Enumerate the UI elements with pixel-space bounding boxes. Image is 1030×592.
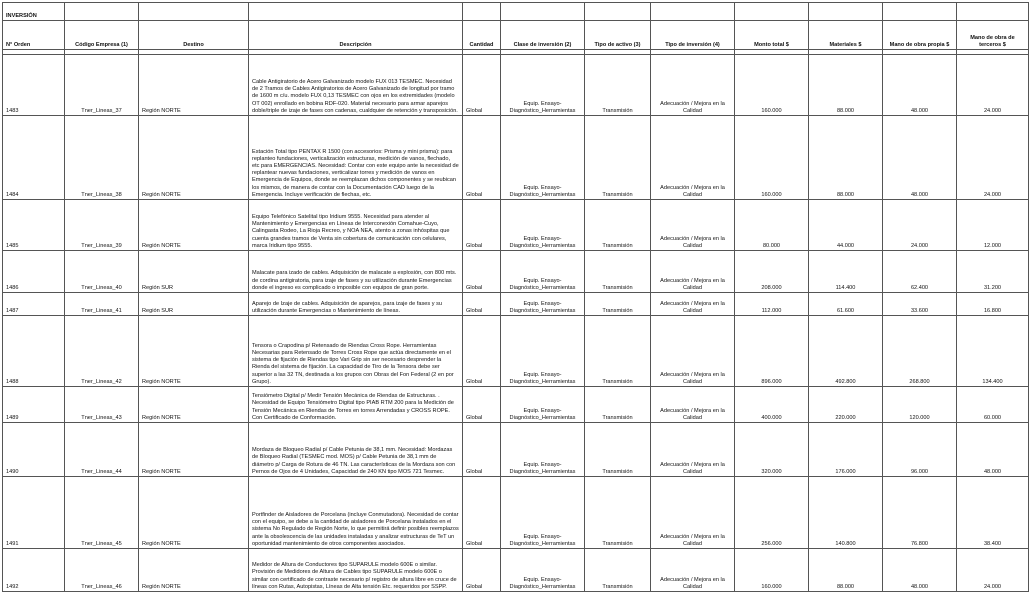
- cell-tipo-activo[interactable]: Transmisión: [585, 55, 651, 116]
- cell-mano-propia[interactable]: 48.000: [883, 549, 957, 592]
- cell-monto[interactable]: 320.000: [735, 423, 809, 477]
- table-row: [3, 387, 1029, 423]
- cell-cantidad[interactable]: Global: [463, 55, 501, 116]
- cell-clase[interactable]: Equip. Ensayo-Diagnóstico_Herramientas: [501, 423, 585, 477]
- cell-materiales[interactable]: 61.600: [809, 293, 883, 316]
- cell-orden[interactable]: 1488: [3, 316, 65, 387]
- header-materiales: Materiales $: [809, 21, 883, 50]
- cell-monto[interactable]: 208.000: [735, 251, 809, 293]
- header-orden: N° Orden: [3, 21, 65, 50]
- header-mano-terceros: Mano de obra de terceros $: [957, 21, 1029, 50]
- cell-codigo[interactable]: Tner_Lineas_39: [65, 200, 139, 251]
- cell-mano-propia[interactable]: 62.400: [883, 251, 957, 293]
- cell-clase[interactable]: Equip. Ensayo-Diagnóstico_Herramientas: [501, 251, 585, 293]
- cell-orden[interactable]: 1485: [3, 200, 65, 251]
- cell-monto[interactable]: 896.000: [735, 316, 809, 387]
- cell-codigo[interactable]: Tner_Lineas_42: [65, 316, 139, 387]
- cell-cantidad[interactable]: Global: [463, 477, 501, 549]
- cell-cantidad[interactable]: Global: [463, 549, 501, 592]
- header-tipo-activo: Tipo de activo (3): [585, 21, 651, 50]
- cell-destino[interactable]: Región NORTE: [139, 477, 249, 549]
- table-row: [3, 55, 1029, 116]
- table-row: [3, 116, 1029, 200]
- cell-monto[interactable]: 160.000: [735, 55, 809, 116]
- cell-codigo[interactable]: Tner_Lineas_45: [65, 477, 139, 549]
- cell-orden[interactable]: 1490: [3, 423, 65, 477]
- cell-tipo-inversion[interactable]: Adecuación / Mejora en la Calidad: [651, 116, 735, 200]
- cell-orden[interactable]: 1492: [3, 549, 65, 592]
- cell-destino[interactable]: Región SUR: [139, 251, 249, 293]
- table-row: [3, 549, 1029, 592]
- cell-mano-propia[interactable]: 268.800: [883, 316, 957, 387]
- header-tipo-inversion: Tipo de inversión (4): [651, 21, 735, 50]
- cell-descripcion[interactable]: Tensora o Crapodina p/ Retensado de Riendas Cross Rope. Herramientas Necesarias para Retensado de Torres Cross Rope que actúa directamente en el sistema de fijación de Riendas tipo Vari Grip sin ser necesario desprender la Rienda del sistema de fijación. La capacidad de Tiro de la Tensora debe ser superior a las 32 TN, destinada a los grupos con Obras del Fon Federal (2 en por Grupo).: [249, 316, 463, 387]
- cell-monto[interactable]: 256.000: [735, 477, 809, 549]
- cell-tipo-inversion[interactable]: Adecuación / Mejora en la Calidad: [651, 423, 735, 477]
- cell-clase[interactable]: Equip. Ensayo-Diagnóstico_Herramientas: [501, 316, 585, 387]
- cell-tipo-inversion[interactable]: Adecuación / Mejora en la Calidad: [651, 316, 735, 387]
- cell-materiales[interactable]: 88.000: [809, 55, 883, 116]
- cell-tipo-inversion[interactable]: Adecuación / Mejora en la Calidad: [651, 55, 735, 116]
- cell-mano-terceros[interactable]: 48.000: [957, 423, 1029, 477]
- cell-tipo-inversion[interactable]: Adecuación / Mejora en la Calidad: [651, 200, 735, 251]
- cell-monto[interactable]: 80.000: [735, 200, 809, 251]
- cell-cantidad[interactable]: Global: [463, 316, 501, 387]
- cell-orden[interactable]: 1487: [3, 293, 65, 316]
- cell-tipo-activo[interactable]: Transmisión: [585, 251, 651, 293]
- cell-cantidad[interactable]: Global: [463, 293, 501, 316]
- cell-mano-terceros[interactable]: 60.000: [957, 387, 1029, 423]
- cell-descripcion[interactable]: Cable Antigiratorio de Acero Galvanizado modelo FUX 013 TESMEC. Necesidad de 2 Tramos de Cables Antigiratorios de Acero Galvanizado de longitud por tramo de 1600 m c/u. modelo FUX 0,13 TESMEC con ojos en los extremidades (modelo OT 002) enrollado en bobina RDF-020. Material necesario para armar aparejos doble/triple de izaje de fases con cadenas, cualdquier de retención y transposición.: [249, 55, 463, 116]
- cell-materiales[interactable]: 220.000: [809, 387, 883, 423]
- cell-clase[interactable]: Equip. Ensayo-Diagnóstico_Herramientas: [501, 116, 585, 200]
- cell-tipo-activo[interactable]: Transmisión: [585, 477, 651, 549]
- cell-cantidad[interactable]: Global: [463, 251, 501, 293]
- cell-mano-terceros[interactable]: 24.000: [957, 549, 1029, 592]
- cell-tipo-inversion[interactable]: Adecuación / Mejora en la Calidad: [651, 251, 735, 293]
- cell-cantidad[interactable]: Global: [463, 387, 501, 423]
- cell-codigo[interactable]: Tner_Lineas_43: [65, 387, 139, 423]
- cell-tipo-activo[interactable]: Transmisión: [585, 316, 651, 387]
- cell-destino[interactable]: Región NORTE: [139, 200, 249, 251]
- cell-mano-propia[interactable]: 33.600: [883, 293, 957, 316]
- cell-codigo[interactable]: Tner_Lineas_46: [65, 549, 139, 592]
- cell-mano-propia[interactable]: 96.000: [883, 423, 957, 477]
- header-row: [3, 21, 1029, 50]
- table-row: [3, 477, 1029, 549]
- cell-clase[interactable]: Equip. Ensayo-Diagnóstico_Herramientas: [501, 200, 585, 251]
- cell-mano-terceros[interactable]: 16.800: [957, 293, 1029, 316]
- cell-monto[interactable]: 160.000: [735, 116, 809, 200]
- cell-descripcion[interactable]: Estación Total tipo PENTAX R 1500 (con accesorios: Prisma y mini prisma): para replanteo fundaciones, verticalización estructuras, medición de vanos, flechado, etc para EMERGENCIAS. Necesidad: Contar con este equipo ante la necesidad de replantear nuevas fundaciones, verticalizar torres y medición de vanos en Emergencia de Equipos, donde se reemplazan dichos componentes y se reubican los mismos, de manera de contar con la Documentación CAD luego de la Emergencia. Incluye verificación de flechas, etc.: [249, 116, 463, 200]
- cell-orden[interactable]: 1491: [3, 477, 65, 549]
- cell-codigo[interactable]: Tner_Lineas_44: [65, 423, 139, 477]
- cell-clase[interactable]: Equip. Ensayo-Diagnóstico_Herramientas: [501, 387, 585, 423]
- cell-cantidad[interactable]: Global: [463, 116, 501, 200]
- cell-tipo-inversion[interactable]: Adecuación / Mejora en la Calidad: [651, 549, 735, 592]
- table-row: [3, 423, 1029, 477]
- cell-monto[interactable]: 112.000: [735, 293, 809, 316]
- cell-tipo-activo[interactable]: Transmisión: [585, 293, 651, 316]
- cell-destino[interactable]: Región NORTE: [139, 549, 249, 592]
- cell-mano-propia[interactable]: 48.000: [883, 116, 957, 200]
- header-clase: Clase de inversión (2): [501, 21, 585, 50]
- cell-descripcion[interactable]: Equipo Telefónico Satelital tipo Iridium 9555. Necesidad para atender al Mantenimiento y Emergencias en Líneas de Interconexión Comahue-Cuyo, Calingasta Rodeo, La Rioja Recreo, y NOA NEA, atento a zonas inhóspitas que cuenta grandes tramos de Venta sin cobertura de comunicación con celulares, marca Iridium tipo 9555.: [249, 200, 463, 251]
- cell-mano-propia[interactable]: 24.000: [883, 200, 957, 251]
- cell-materiales[interactable]: 492.800: [809, 316, 883, 387]
- header-cantidad: Cantidad: [463, 21, 501, 50]
- cell-orden[interactable]: 1484: [3, 116, 65, 200]
- cell-destino[interactable]: Región SUR: [139, 293, 249, 316]
- cell-orden[interactable]: 1489: [3, 387, 65, 423]
- table-row: [3, 251, 1029, 293]
- cell-descripcion[interactable]: Tensiómetro Digital p/ Medir Tensión Mecánica de Riendas de Estructuras. . Necesidad de Equipo Tensiómetro Digital tipo PIAB RTM 200 para la Medición de Tensión Mecánica en Riendas de Torres en torres Arrendadas y CROSS ROPE. Con Certificado de Conformación.: [249, 387, 463, 423]
- cell-cantidad[interactable]: Global: [463, 423, 501, 477]
- cell-tipo-inversion[interactable]: Adecuación / Mejora en la Calidad: [651, 293, 735, 316]
- header-monto: Monto total $: [735, 21, 809, 50]
- cell-descripcion[interactable]: Malacate para izado de cables. Adquisición de malacate a explosión, con 800 mts. de cordina antigiratoria, para izaje de fases y su utilización durante Emergencias donde el ingreso es complicado o imposible con equipos de gran porte.: [249, 251, 463, 293]
- cell-clase[interactable]: Equip. Ensayo-Diagnóstico_Herramientas: [501, 55, 585, 116]
- cell-clase[interactable]: Equip. Ensayo-Diagnóstico_Herramientas: [501, 549, 585, 592]
- cell-descripcion[interactable]: Aparejo de Izaje de cables. Adquisición de aparejos, para izaje de fases y su utilización durante Emergencias o Mantenimiento de líneas.: [249, 293, 463, 316]
- cell-materiales[interactable]: 140.800: [809, 477, 883, 549]
- cell-mano-propia[interactable]: 48.000: [883, 55, 957, 116]
- cell-descripcion[interactable]: Portfinder de Aisladores de Porcelana (incluye Conmutadora). Necesidad de contar con el equipo, se debe a la cantidad de aisladores de Porcelana instalados en el sistema No Regulado de Región Norte, lo que permitirá definir posibles reemplazos ante la obsolescencia de las unidades instaladas y analizar estructuras de TeT un oportunidad mantenimiento de otros componentes asociados.: [249, 477, 463, 549]
- cell-destino[interactable]: Región NORTE: [139, 116, 249, 200]
- cell-cantidad[interactable]: Global: [463, 200, 501, 251]
- cell-tipo-activo[interactable]: Transmisión: [585, 200, 651, 251]
- table-row: [3, 200, 1029, 251]
- cell-destino[interactable]: Región NORTE: [139, 55, 249, 116]
- sheet-title: INVERSIÓN: [3, 3, 65, 21]
- cell-codigo[interactable]: Tner_Lineas_37: [65, 55, 139, 116]
- cell-clase[interactable]: Equip. Ensayo-Diagnóstico_Herramientas: [501, 293, 585, 316]
- cell-destino[interactable]: Región NORTE: [139, 316, 249, 387]
- cell-materiales[interactable]: 114.400: [809, 251, 883, 293]
- cell-descripcion[interactable]: Mordaza de Bloqueo Radial p/ Cable Petunia de 38,1 mm. Necesidad: Mordazas de Bloqueo Radial (TESMEC mod. MOS) p/ Cable Petunia de 38,1 mm de diámetro p/ Carga de Rotura de 46 TN. Las características de la Mordaza son con Pernos de Ojos de 4 Unidades, Capacidad de 240 KN tipo MOS 721 Tesmec.: [249, 423, 463, 477]
- cell-materiales[interactable]: 88.000: [809, 116, 883, 200]
- cell-mano-terceros[interactable]: 31.200: [957, 251, 1029, 293]
- investment-table: [2, 2, 1029, 592]
- cell-materiales[interactable]: 44.000: [809, 200, 883, 251]
- cell-tipo-inversion[interactable]: Adecuación / Mejora en la Calidad: [651, 387, 735, 423]
- cell-tipo-activo[interactable]: Transmisión: [585, 549, 651, 592]
- cell-mano-terceros[interactable]: 24.000: [957, 55, 1029, 116]
- cell-tipo-inversion[interactable]: Adecuación / Mejora en la Calidad: [651, 477, 735, 549]
- header-destino: Destino: [139, 21, 249, 50]
- cell-mano-propia[interactable]: 76.800: [883, 477, 957, 549]
- cell-mano-terceros[interactable]: 134.400: [957, 316, 1029, 387]
- cell-materiales[interactable]: 88.000: [809, 549, 883, 592]
- cell-orden[interactable]: 1483: [3, 55, 65, 116]
- cell-orden[interactable]: 1486: [3, 251, 65, 293]
- cell-destino[interactable]: Región NORTE: [139, 387, 249, 423]
- cell-codigo[interactable]: Tner_Lineas_38: [65, 116, 139, 200]
- cell-monto[interactable]: 400.000: [735, 387, 809, 423]
- cell-codigo[interactable]: Tner_Lineas_41: [65, 293, 139, 316]
- cell-clase[interactable]: Equip. Ensayo-Diagnóstico_Herramientas: [501, 477, 585, 549]
- cell-mano-propia[interactable]: 120.000: [883, 387, 957, 423]
- cell-descripcion[interactable]: Medidor de Altura de Conductores tipo SUPARULE modelo 600E o similar. Provisión de Medidores de Altura de Cables tipo SUPARULE modelo 600E o similar con certificado de contraste necesario p/ registro de altura libre en cruce de líneas con Rutas, Autopistas, Líneas de Alta tensión Etc. requeridos por SSPP.: [249, 549, 463, 592]
- cell-mano-terceros[interactable]: 12.000: [957, 200, 1029, 251]
- header-descripcion: Descripción: [249, 21, 463, 50]
- cell-tipo-activo[interactable]: Transmisión: [585, 116, 651, 200]
- cell-materiales[interactable]: 176.000: [809, 423, 883, 477]
- cell-tipo-activo[interactable]: Transmisión: [585, 423, 651, 477]
- cell-mano-terceros[interactable]: 24.000: [957, 116, 1029, 200]
- header-codigo: Código Empresa (1): [65, 21, 139, 50]
- header-mano-propia: Mano de obra propia $: [883, 21, 957, 50]
- cell-mano-terceros[interactable]: 38.400: [957, 477, 1029, 549]
- cell-tipo-activo[interactable]: Transmisión: [585, 387, 651, 423]
- cell-monto[interactable]: 160.000: [735, 549, 809, 592]
- cell-codigo[interactable]: Tner_Lineas_40: [65, 251, 139, 293]
- cell-destino[interactable]: Región NORTE: [139, 423, 249, 477]
- table-row: [3, 293, 1029, 316]
- table-row: [3, 316, 1029, 387]
